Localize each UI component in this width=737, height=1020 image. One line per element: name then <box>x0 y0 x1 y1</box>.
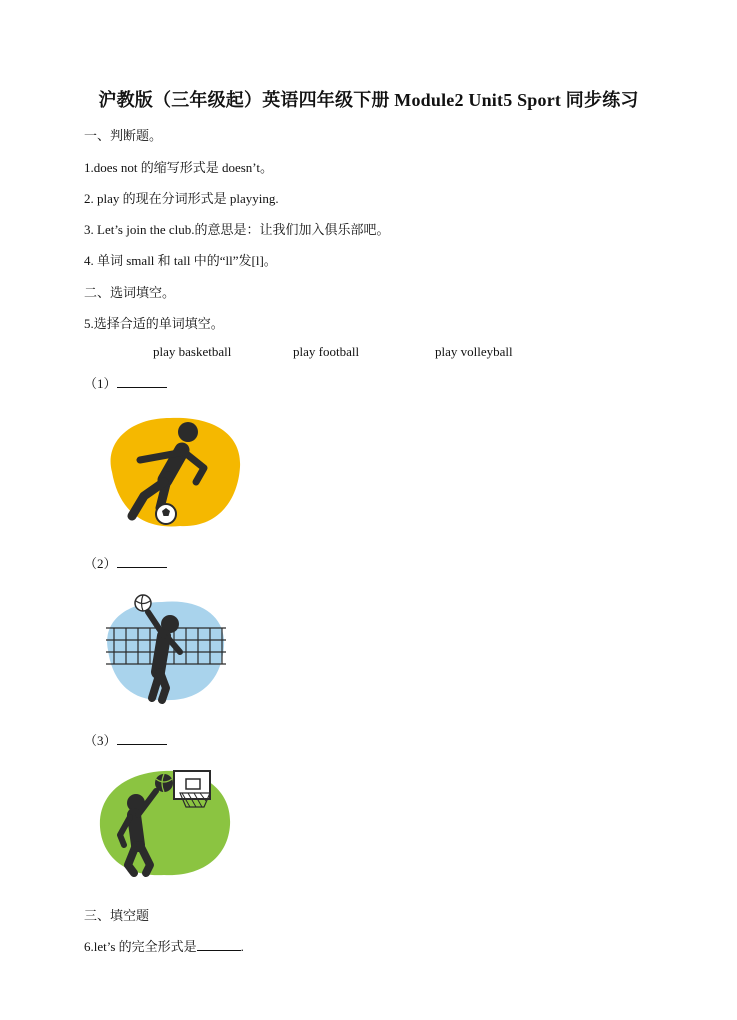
option-play-basketball: play basketball <box>153 344 232 359</box>
section3-heading: 三、填空题 <box>84 908 150 923</box>
question-6-row <box>84 936 244 955</box>
question-2: 2. play 的现在分词形式是 playying. <box>84 191 279 206</box>
blank-3-label: （3） <box>84 733 117 748</box>
blank-1-label: （1） <box>84 376 117 391</box>
question-6-text: 6.let’s 的完全形式是 <box>84 939 197 954</box>
blank-1-line[interactable] <box>117 375 167 388</box>
question-3: 3. Let’s join the club.的意思是：让我们加入俱乐部吧。 <box>84 222 390 237</box>
blank-2-line[interactable] <box>117 555 167 568</box>
option-play-football: play football <box>293 344 360 359</box>
worksheet-title: 沪教版（三年级起）英语四年级下册 Module2 Unit5 Sport 同步练习 <box>98 90 639 110</box>
blank-2-row <box>84 553 167 572</box>
volleyball-player-image <box>100 592 230 707</box>
section1-heading: 一、判断题。 <box>84 128 163 143</box>
blank-2-label: （2） <box>84 556 117 571</box>
question-1: 1.does not 的缩写形式是 doesn’t。 <box>84 160 273 175</box>
blank-3-row <box>84 730 167 749</box>
basketball-player-image <box>94 765 234 880</box>
question-4: 4. 单词 small 和 tall 中的“ll”发[l]。 <box>84 253 277 268</box>
option-play-volleyball: play volleyball <box>435 344 513 359</box>
blank-3-line[interactable] <box>117 732 167 745</box>
football-player-image <box>100 412 245 532</box>
question-6-blank[interactable] <box>197 938 241 951</box>
question-6-period: . <box>240 939 244 954</box>
blank-1-row <box>84 373 167 392</box>
section2-heading: 二、选词填空。 <box>84 285 176 300</box>
question-5: 5.选择合适的单词填空。 <box>84 316 224 331</box>
